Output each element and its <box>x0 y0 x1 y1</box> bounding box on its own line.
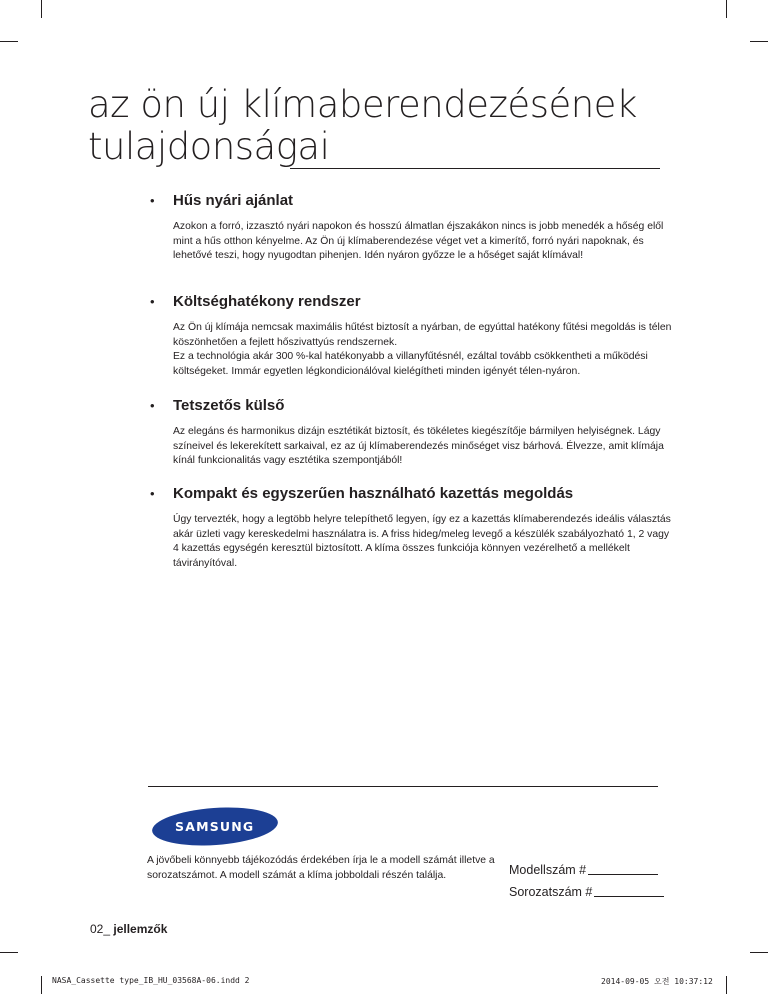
section-heading: Kompakt és egyszerűen használható kazettás megoldás <box>173 485 574 502</box>
section-paragraph: Az Ön új klímája nemcsak maximális hűtést biztosít a nyárban, de egyúttal hatékony fűtési megoldás is télen köszönhetően a fejlett hőszivattyús rendszernek. <box>173 322 672 348</box>
print-slug-datetime: 2014-09-05 오전 10:37:12 <box>601 977 713 986</box>
bullet-icon: • <box>150 398 155 413</box>
crop-mark <box>750 952 768 953</box>
section-paragraph: Az elegáns és harmonikus dizájn esztétikát biztosít, és tökéletes kiegészítője bármilyen helyiségnek. Lágy színeivel és lekerekített sarkaival, ez az új klímaberendezés minőséget visz bárhová. Élvezze, amit klímája kínál funkcionalitás vagy esztétika szempontjából! <box>173 426 664 467</box>
model-number-field <box>509 856 664 878</box>
page-section-name: jellemzők <box>113 922 168 936</box>
section-body <box>173 321 673 379</box>
samsung-logo <box>151 804 279 850</box>
crop-mark <box>0 41 18 42</box>
section-paragraph: Úgy tervezték, hogy a legtöbb helyre telepíthető legyen, így ez a kazettás klímaberendezés ideális választás akár üzleti vagy kereskedelmi használatra is. A friss hideg/meleg levegő a készülék szabályozható 1, 2 vagy 4 kazettás egységén keresztül biztosított. A klíma összes funkciója könnyen vezérelhető a mellékelt távirányítóval. <box>173 514 671 569</box>
crop-mark <box>750 41 768 42</box>
crop-mark <box>0 952 18 953</box>
serial-number-field <box>509 878 664 900</box>
logo-text: SAMSUNG <box>175 819 255 835</box>
model-number-label: Modellszám # <box>509 863 587 877</box>
page-title-line1: az ön új klímaberendezésének <box>88 83 637 126</box>
crop-mark <box>41 0 42 18</box>
print-slug-file: NASA_Cassette type_IB_HU_03568A-06.indd 2 <box>52 976 250 985</box>
section-paragraph: Ez a technológia akár 300 %-kal hatékonyabb a villanyfűtésnél, ezáltal tovább csökkentheti a működési költségeket. Immár egyetlen légkondicionálóval kielégítheti minden igényét télen-nyáron. <box>173 351 648 377</box>
serial-number-blank <box>594 896 664 897</box>
crop-mark <box>41 976 42 994</box>
page-footer-label <box>90 922 167 936</box>
section-heading: Tetszetős külső <box>173 397 285 414</box>
section-heading: Hűs nyári ajánlat <box>173 192 294 209</box>
page-title <box>88 84 668 168</box>
bullet-icon: • <box>150 294 155 309</box>
record-note: A jövőbeli könnyebb tájékozódás érdekében írja le a modell számát illetve a sorozatszámot. A modell számát a klíma jobboldali részén találja. <box>147 855 495 881</box>
crop-mark <box>726 976 727 994</box>
section-body <box>173 513 673 571</box>
bullet-icon: • <box>150 486 155 501</box>
footer-divider <box>148 786 658 787</box>
section-body <box>173 220 673 264</box>
record-fields <box>509 856 664 900</box>
model-number-blank <box>588 874 658 875</box>
section-paragraph: Azokon a forró, izzasztó nyári napokon és hosszú álmatlan éjszakákon nincs is jobb menedék a hőség elől mint a hűs otthon kényelme. Az Ön új klímaberendezése véget vet a kimerítő, forró nyári napoknak, és lehetővé teszi, hogy nyugodtan pihenjen. Idén nyáron győzze le a hőséget saját klímával! <box>173 221 664 262</box>
serial-number-label: Sorozatszám # <box>509 885 593 899</box>
title-divider <box>290 168 660 169</box>
bullet-icon: • <box>150 193 155 208</box>
page-number: 02_ <box>90 922 111 936</box>
page-title-line2: tulajdonságai <box>88 125 330 168</box>
crop-mark <box>726 0 727 18</box>
section-body <box>173 425 673 469</box>
section-heading: Költséghatékony rendszer <box>173 293 361 310</box>
